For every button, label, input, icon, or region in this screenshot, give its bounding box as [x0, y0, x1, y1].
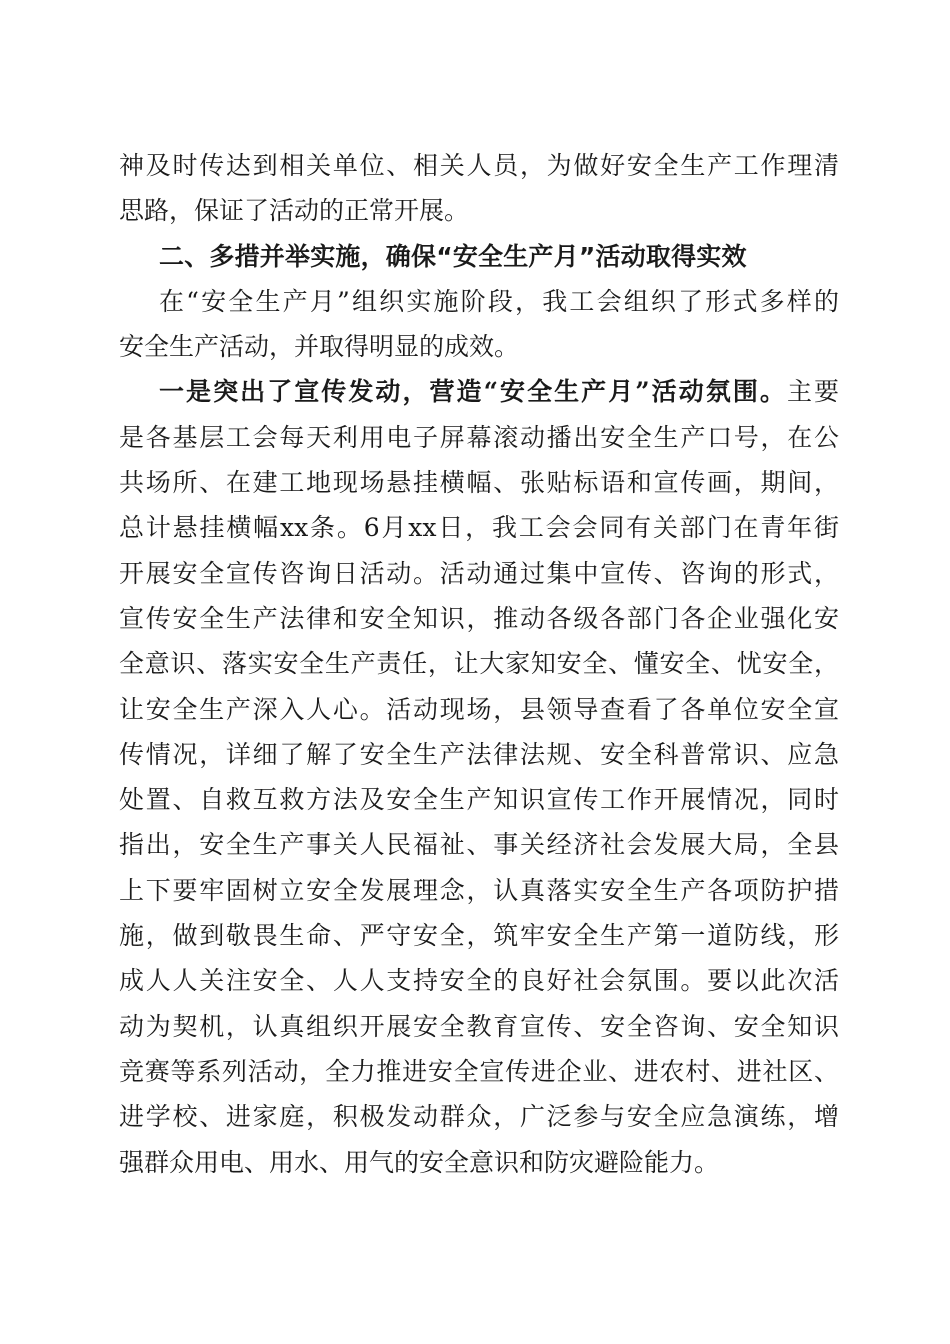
section-intro-paragraph: [119, 279, 839, 370]
text-line: 强群众用电、用水、用气的安全意识和防灾避险能力。: [119, 1147, 720, 1177]
text-line: 思路，保证了活动的正常开展。: [119, 196, 470, 226]
text-line: 让安全生产深入人心。活动现场，县领导查看了各单位安全宣: [119, 694, 839, 724]
point-one-paragraph: [119, 369, 839, 1184]
text-line: 竞赛等系列活动，全力推进安全宣传进企业、进农村、进社区、: [119, 1056, 839, 1086]
text-line: 宣传安全生产法律和安全知识，推动各级各部门各企业强化安: [119, 603, 839, 633]
text-line: 进学校、进家庭，积极发动群众，广泛参与安全应急演练，增: [119, 1102, 839, 1132]
text-line: 安全生产活动，并取得明显的成效。: [119, 332, 520, 362]
point-one-first-line: [119, 369, 839, 414]
text-line: 上下要牢固树立安全发展理念，认真落实安全生产各项防护措: [119, 875, 839, 905]
text-line: 共场所、在建工地现场悬挂横幅、张贴标语和宣传画，期间，: [119, 468, 839, 498]
point-one-lead-continuation: 主要: [786, 377, 839, 407]
point-one-lead: 一是突出了宣传发动，营造“安全生产月”活动氛围。: [159, 377, 787, 407]
text-line: 指出，安全生产事关人民福祉、事关经济社会发展大局，全县: [119, 830, 839, 860]
text-line: 是各基层工会每天利用电子屏幕滚动播出安全生产口号，在公: [119, 422, 839, 452]
document-body: [119, 143, 839, 1185]
text-line: 神及时传达到相关单位、相关人员，为做好安全生产工作理清: [119, 151, 839, 180]
text-line: 动为契机，认真组织开展安全教育宣传、安全咨询、安全知识: [119, 1011, 839, 1041]
text-line: 传情况，详细了解了安全生产法律法规、安全科普常识、应急: [119, 739, 839, 769]
text-line: 在“安全生产月”组织实施阶段，我工会组织了形式多样的: [159, 286, 839, 316]
text-line: 总计悬挂横幅xx条。6月xx日，我工会会同有关部门在青年街: [119, 513, 839, 543]
text-line: 开展安全宣传咨询日活动。活动通过集中宣传、咨询的形式，: [119, 558, 839, 588]
text-line: 全意识、落实安全生产责任，让大家知安全、懂安全、忧安全，: [119, 649, 839, 679]
text-line: 施，做到敬畏生命、严守安全，筑牢安全生产第一道防线，形: [119, 921, 839, 951]
text-line: 成人人关注安全、人人支持安全的良好社会氛围。要以此次活: [119, 966, 839, 996]
text-line: 处置、自救互救方法及安全生产知识宣传工作开展情况，同时: [119, 785, 839, 815]
section-heading: 二、多措并举实施，确保“安全生产月”活动取得实效: [159, 241, 747, 271]
intro-paragraph: [119, 143, 839, 234]
